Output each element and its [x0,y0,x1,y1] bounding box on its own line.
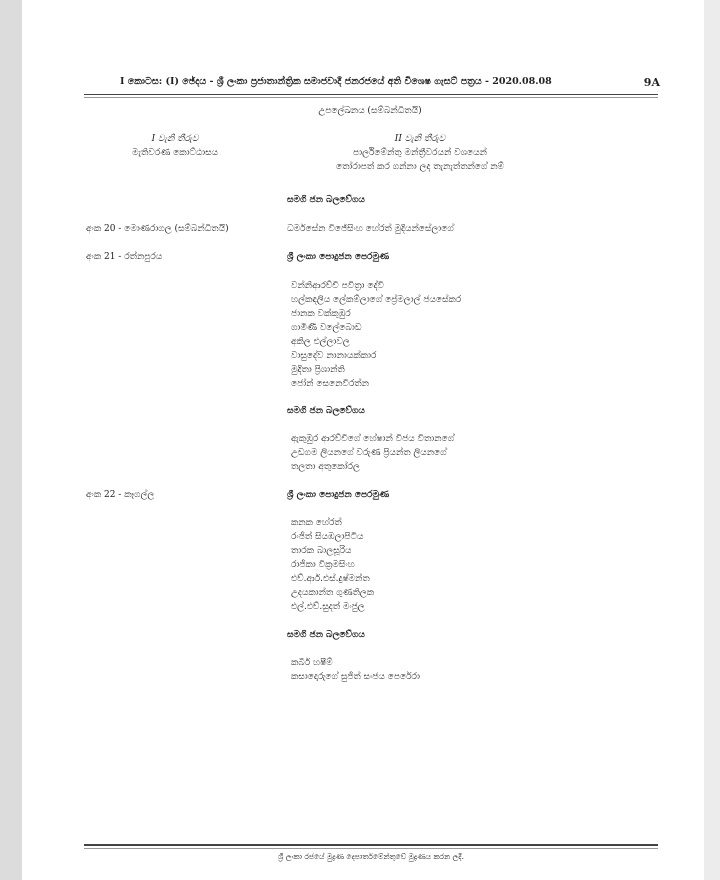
member-name: කනක හේරත් [291,518,342,528]
member-name: ගාමිණී වලේබොඩ [291,323,362,333]
district-20: අංක 20 - මොණරාගල (සම්බන්ධිතයි) [86,224,229,234]
member-name: රංජිත් සියඹලාපිටිය [291,532,364,542]
footer-rule [84,844,658,846]
header-rule-thin [84,97,658,98]
column-1-subheading: මැතිවරණ කොට්ඨාසය [131,148,219,158]
viewer-left-margin [0,0,22,880]
column-2-subheading-1: පාර්ලිමේන්තු මන්ත්‍රීවරයන් වශයෙන් [353,148,487,158]
member-name: තලතා අතුකෝරල [291,462,360,472]
member-name: වන්නිආරච්චි පවිත්‍රා දේවි [291,281,384,291]
footer-rule-thin [84,848,658,849]
district-22: අංක 22 - කෑගල්ල [86,490,155,500]
party-heading: සමගි ජන බලවේගය [287,630,365,640]
district-21: අංක 21 - රත්නපුරය [86,252,163,262]
member-name: උඩගම ලියනගේ වරුණ ප්‍රියන්ත ලියනගේ [291,448,447,458]
member-name: අකිල එල්ලාවල [291,337,350,347]
member-name: එල්.එච්.සුදත් මංජුල [291,602,365,612]
member-name: හල්කඳලිය ලේකම්ලාගේ ප්‍රේමලාල් ජයසේකර [291,295,462,305]
party-heading: ශ්‍රී ලංකා පොදුජන පෙරමුණ [287,490,390,500]
page-header [120,76,660,87]
member-name: ධර්මසේන විජේසිංහ හේරත් මුදියන්සේලාගේ [287,224,454,234]
party-heading: සමගි ජන බලවේගය [287,195,365,205]
printer-credit: ශ්‍රී ලංකා රජයේ මුද්‍රණ දෙපාර්තමේන්තුවේ මුද්‍රණය කරන ලදී. [278,852,464,861]
member-name: මුදිතා ප්‍රිශාන්ති [291,365,345,375]
page-number: 9A [643,76,660,89]
member-name: තාරක බාලසූරිය [291,546,352,556]
member-name: ජානක වක්කුඹුර [291,309,351,319]
member-name: කසාදොරුගේ සුජිත් සංජය පෙරේරා [291,672,420,682]
schedule-subtitle: උපලේඛනය (සම්බන්ධිතයි) [318,106,422,116]
member-name: එච්.ආර්.එස්.දුෂ්මන්ත [291,574,370,584]
member-name: උදයකාන්ත ගුණතිලක [291,588,375,598]
member-name: රාජිකා වික්‍රමසිංහ [291,560,355,570]
member-name: ජෝන් සෙනෙවිරත්න [291,379,369,389]
party-heading: සමගි ජන බලවේගය [287,406,365,416]
member-name: කබීර් හෂීම් [291,658,333,668]
member-name: වාසුදේව නානායක්කාර [291,351,377,361]
member-name: ඇකුඹුර ආරච්චිගේ හේෂාන් විජය විතානගේ [291,434,455,444]
column-2-heading: II වැනි තීරුව [394,134,446,144]
column-2-subheading-2: තෝරාපත් කර ගන්නා ලද තැනැත්තන්ගේ නම් [335,162,505,172]
header-text: I කොටස: (I) ඡේදය - ශ්‍රී ලංකා ප්‍රජාතාන්ත්‍රික සමාජවාදී ජනරජයේ අති විශෙෂ ගැසට් පත්‍රය - 2020.08.08 [120,76,552,87]
party-heading: ශ්‍රී ලංකා පොදුජන පෙරමුණ [287,252,390,262]
header-rule [84,94,658,95]
viewer-right-margin [704,0,720,880]
column-1-heading: I වැනි තීරුව [151,134,199,144]
